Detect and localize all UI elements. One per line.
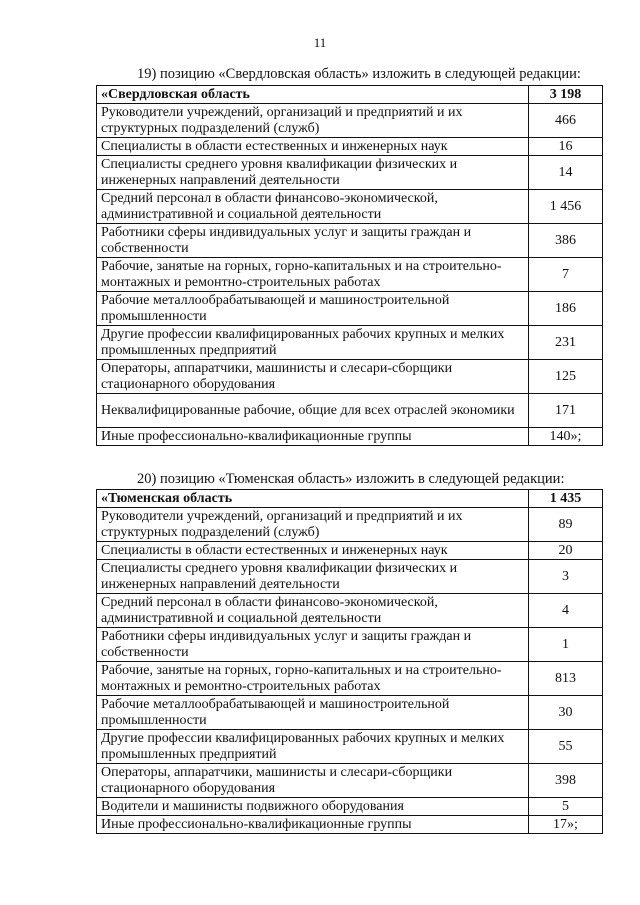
category-name: Специалисты среднего уровня квалификации физических и инженерных направлений деятельности [97,156,529,190]
category-value: 3 [529,560,603,594]
sverdlovsk-table [96,85,603,446]
category-name: Руководители учреждений, организаций и предприятий и их структурных подразделений (служб) [97,508,529,542]
category-value: 466 [529,104,603,138]
table-row [97,508,603,542]
category-name: Специалисты в области естественных и инженерных наук [97,138,529,156]
table-row [97,224,603,258]
category-name: Рабочие, занятые на горных, горно-капитальных и на строительно-монтажных и ремонтно-строительных работах [97,662,529,696]
category-name: Рабочие металлообрабатывающей и машиностроительной промышленности [97,696,529,730]
category-name: Средний персонал в области финансово-экономической, административной и социальной деятельности [97,190,529,224]
region-total: 1 435 [529,490,603,508]
category-name: Другие профессии квалифицированных рабочих крупных и мелких промышленных предприятий [97,730,529,764]
table-row [97,138,603,156]
table-row [97,156,603,190]
table-row [97,542,603,560]
category-value: 186 [529,292,603,326]
category-name: Специалисты среднего уровня квалификации физических и инженерных направлений деятельности [97,560,529,594]
section-intro-sverdlovsk: 19) позицию «Свердловская область» изложить в следующей редакции: [137,66,581,82]
category-value: 813 [529,662,603,696]
category-value: 30 [529,696,603,730]
category-name: Иные профессионально-квалификационные группы [97,428,529,446]
table-row [97,560,603,594]
category-value: 20 [529,542,603,560]
category-value: 16 [529,138,603,156]
category-value: 140»; [529,428,603,446]
category-value: 55 [529,730,603,764]
category-name: Специалисты в области естественных и инженерных наук [97,542,529,560]
tyumen-table [96,489,603,834]
category-value: 5 [529,798,603,816]
category-name: Иные профессионально-квалификационные группы [97,816,529,834]
category-name: Рабочие металлообрабатывающей и машиностроительной промышленности [97,292,529,326]
table-row [97,428,603,446]
category-name: Руководители учреждений, организаций и предприятий и их структурных подразделений (служб) [97,104,529,138]
table-row [97,190,603,224]
table-row [97,594,603,628]
table-row [97,696,603,730]
category-name: Рабочие, занятые на горных, горно-капитальных и на строительно-монтажных и ремонтно-строительных работах [97,258,529,292]
category-value: 7 [529,258,603,292]
region-total: 3 198 [529,86,603,104]
page-number: 11 [313,35,327,50]
category-value: 1 [529,628,603,662]
table-row [97,360,603,394]
table-row [97,662,603,696]
category-name: Средний персонал в области финансово-экономической, административной и социальной деятельности [97,594,529,628]
table-header-row [97,490,603,508]
category-value: 386 [529,224,603,258]
table-row [97,764,603,798]
table-row [97,798,603,816]
table-row [97,104,603,138]
category-name: Водители и машинисты подвижного оборудования [97,798,529,816]
category-value: 171 [529,394,603,428]
table-row [97,628,603,662]
category-name: Работники сферы индивидуальных услуг и защиты граждан и собственности [97,628,529,662]
table-row [97,326,603,360]
category-name: Работники сферы индивидуальных услуг и защиты граждан и собственности [97,224,529,258]
section-intro-tyumen: 20) позицию «Тюменская область» изложить в следующей редакции: [137,471,565,487]
category-name: Операторы, аппаратчики, машинисты и слесари-сборщики стационарного оборудования [97,764,529,798]
category-value: 231 [529,326,603,360]
category-name: Другие профессии квалифицированных рабочих крупных и мелких промышленных предприятий [97,326,529,360]
region-name: «Свердловская область [97,86,529,104]
category-value: 1 456 [529,190,603,224]
category-value: 14 [529,156,603,190]
category-value: 398 [529,764,603,798]
category-name: Операторы, аппаратчики, машинисты и слесари-сборщики стационарного оборудования [97,360,529,394]
category-value: 17»; [529,816,603,834]
table-row [97,394,603,428]
table-header-row [97,86,603,104]
table-row [97,258,603,292]
table-row [97,816,603,834]
category-value: 89 [529,508,603,542]
table-row [97,292,603,326]
table-row [97,730,603,764]
category-value: 125 [529,360,603,394]
region-name: «Тюменская область [97,490,529,508]
category-value: 4 [529,594,603,628]
category-name: Неквалифицированные рабочие, общие для всех отраслей экономики [97,394,529,428]
